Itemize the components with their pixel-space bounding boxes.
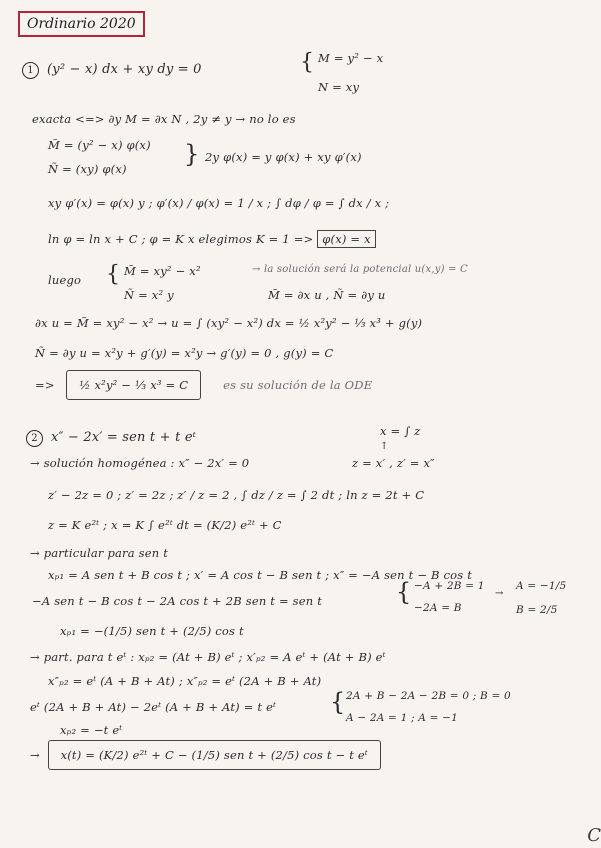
modified-M: M̃ = (y² − x) φ(x) (48, 138, 151, 152)
answer-box-2: x(t) = (K/2) e²ᵗ + C − (1/5) sen t + (2/5) cos t − t eᵗ (48, 740, 381, 770)
M-definition: M = y² − x (318, 51, 384, 65)
arrow-icon: => (35, 378, 63, 392)
g-determination: Ñ = ∂y u = x²y + g′(y) = x²y → g′(y) = 0 , g(y) = C (35, 346, 334, 360)
corner-mark: C (587, 825, 601, 846)
problem-2-equation: x″ − 2x′ = sen t + t eᵗ (51, 430, 197, 445)
particular-sen-result: xₚ₁ = −(1/5) sen t + (2/5) cos t (60, 624, 244, 638)
page-title: Ordinario 2020 (18, 11, 145, 37)
brace-icon: { (106, 262, 121, 287)
factor-result-box: φ(x) = x (317, 230, 376, 248)
system-eq-1: −A + 2B = 1 (414, 580, 485, 592)
homogeneous-step: z′ − 2z = 0 ; z′ = 2z ; z′ / z = 2 , ∫ dz / z = ∫ 2 dt ; ln z = 2t + C (48, 488, 425, 502)
problem-2-answer (30, 748, 381, 762)
problem-1-number: 1 (22, 62, 39, 79)
particular-tet-ansatz: → part. para t eᵗ : xₚ₂ = (At + B) eᵗ ; x′ₚ₂ = A eᵗ + (At + B) eᵗ (30, 650, 386, 664)
brace-icon: { (300, 50, 315, 75)
factor-solution (48, 232, 376, 246)
up-arrow-icon: ↑ (380, 441, 389, 452)
particular-sen-substitution: −A sen t − B cos t − 2A cos t + 2B sen t = sen t (32, 594, 323, 608)
system-eq-3: 2A + B − 2A − 2B = 0 ; B = 0 (346, 690, 511, 702)
problem-1-equation: (y² − x) dx + xy dy = 0 (47, 62, 202, 77)
new-M: M̃ = xy² − x² (124, 264, 201, 278)
solution-note: → la solución será la potencial u(x,y) = C (252, 264, 468, 275)
brace-icon: } (184, 140, 200, 168)
brace-icon: { (396, 578, 412, 606)
integrating-factor-condition: 2y φ(x) = y φ(x) + xy φ′(x) (205, 150, 362, 164)
particular-sen-label: → particular para sen t (30, 546, 169, 560)
substitution-top: x = ∫ z (380, 424, 421, 438)
modified-N: Ñ = (xy) φ(x) (48, 162, 127, 176)
answer-note: es su solución de la ODE (223, 378, 373, 392)
system-eq-4: A − 2A = 1 ; A = −1 (346, 712, 459, 724)
particular-sen-ansatz: xₚ₁ = A sen t + B cos t ; x′ = A cos t − B sen t ; x″ = −A sen t − B cos t (48, 568, 473, 582)
particular-tet-substitution: eᵗ (2A + B + At) − 2eᵗ (A + B + At) = t eᵗ (30, 700, 277, 714)
brace-icon: { (330, 688, 346, 716)
value-B: B = 2/5 (516, 604, 558, 616)
homogeneous-solution: z = K e²ᵗ ; x = K ∫ e²ᵗ dt = (K/2) e²ᵗ + C (48, 518, 282, 532)
system-eq-2: −2A = B (414, 602, 462, 614)
N-definition: N = xy (318, 80, 360, 94)
factor-ode: xy φ′(x) = φ(x) y ; φ′(x) / φ(x) = 1 / x ; ∫ dφ / φ = ∫ dx / x ; (48, 196, 390, 210)
problem-2-number: 2 (26, 430, 43, 447)
arrow-icon: → (30, 748, 44, 762)
potential-equations: M̃ = ∂x u , Ñ = ∂y u (268, 288, 386, 302)
factor-log-line: ln φ = ln x + C ; φ = K x elegimos K = 1 => (48, 232, 314, 246)
problem-2-statement (26, 430, 196, 447)
answer-box-1: ½ x²y² − ⅓ x³ = C (66, 370, 201, 400)
value-A: A = −1/5 (516, 580, 567, 592)
exactness-check: exacta <=> ∂y M = ∂x N , 2y ≠ y → no lo es (32, 112, 296, 126)
particular-tet-derivatives: x″ₚ₂ = eᵗ (A + B + At) ; x″ₚ₂ = eᵗ (2A + B + At) (48, 674, 322, 688)
homogeneous-label: → solución homogénea : x″ − 2x′ = 0 (30, 456, 250, 470)
new-N: Ñ = x² y (124, 288, 174, 302)
arrow-icon: → (495, 588, 504, 599)
substitution: z = x′ , z′ = x″ (352, 456, 435, 470)
problem-1-statement (22, 62, 202, 79)
potential-integration: ∂x u = M̃ = xy² − x² → u = ∫ (xy² − x²) dx = ½ x²y² − ⅓ x³ + g(y) (35, 316, 423, 330)
luego-label: luego (48, 273, 82, 287)
problem-1-answer (35, 378, 372, 392)
particular-tet-result: xₚ₂ = −t eᵗ (60, 723, 123, 737)
